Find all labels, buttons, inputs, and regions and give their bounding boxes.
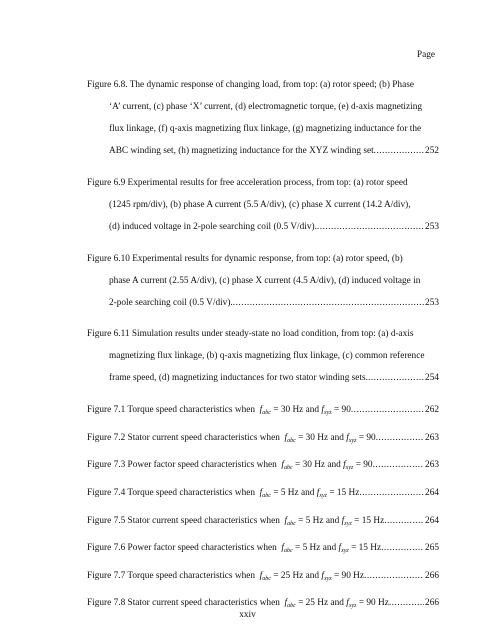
- math-f-symbol: $f_{abc}$: [259, 405, 271, 417]
- toc-page-number: 253: [425, 297, 439, 308]
- toc-page-number: 266: [425, 570, 439, 581]
- math-value: = 30 Hz: [298, 432, 329, 443]
- math-f-symbol: $f_{xyz}$: [341, 515, 352, 527]
- frequency-expression: [260, 571, 304, 581]
- dot-leader: [368, 373, 424, 384]
- dot-leader: [317, 222, 424, 233]
- math-subscript: xyz: [323, 575, 332, 582]
- toc-text: (d) induced voltage in 2-pole searching coil (0.5 V/div).: [109, 221, 317, 232]
- math-value: = 15 Hz: [329, 487, 360, 498]
- dot-leader: [373, 460, 424, 471]
- toc-page-number: 263: [425, 460, 439, 471]
- list-of-figures: [87, 80, 439, 626]
- toc-page-number: 265: [425, 543, 439, 554]
- math-f-symbol: $f_{xyz}$: [343, 460, 354, 472]
- dot-leader: [389, 598, 424, 609]
- frequency-expression: [285, 516, 324, 526]
- toc-entry-figure-7: [87, 488, 439, 516]
- toc-line: Figure 6.9 Experimental results for free acceleration process, from top: (a) rotor speed: [87, 177, 408, 188]
- toc-last-line: [87, 222, 439, 244]
- math-f-symbol: $f_{abc}$: [281, 460, 293, 472]
- math-subscript: xyz: [323, 410, 332, 417]
- toc-page-number: 264: [425, 487, 439, 498]
- dot-leader: [374, 146, 424, 157]
- toc-text: [87, 571, 364, 585]
- math-value: = 15 Hz: [354, 515, 385, 526]
- math-subscript: xyz: [319, 492, 328, 499]
- math-value: = 25 Hz: [273, 570, 304, 581]
- math-value: = 5 Hz: [273, 487, 299, 498]
- toc-entry-figure-7: [87, 571, 439, 599]
- dot-leader: [351, 405, 424, 416]
- math-subscript: abc: [284, 465, 293, 472]
- toc-caption: Figure 7.1 Torque speed characteristics when: [87, 405, 256, 416]
- math-subscript: abc: [262, 575, 271, 582]
- math-value: = 5 Hz: [295, 543, 321, 554]
- toc-last-line: [87, 146, 439, 168]
- toc-line: phase A current (2.55 A/div), (c) phase X current (4.5 A/div), (d) induced voltage in: [109, 275, 421, 286]
- toc-caption: Figure 7.2 Stator current speed characteristics when: [87, 432, 280, 443]
- dot-leader: [233, 298, 424, 309]
- toc-entry-figure-6-8: [87, 80, 439, 168]
- toc-last-line: [87, 298, 439, 320]
- toc-caption: Figure 7.8 Stator current speed characteristics when: [87, 598, 280, 609]
- toc-last-line: [87, 488, 439, 516]
- toc-text: [87, 543, 381, 557]
- toc-last-line: [87, 516, 439, 544]
- frequency-expression: [346, 598, 389, 608]
- frequency-expression: [321, 405, 350, 415]
- conjunction: and: [305, 570, 320, 581]
- toc-text: ABC winding set, (h) magnetizing inductance for the XYZ winding set: [109, 146, 374, 156]
- toc-last-line: [87, 405, 439, 433]
- math-f-symbol: $f_{abc}$: [284, 515, 296, 527]
- dot-leader: [376, 433, 424, 444]
- math-f-symbol: $f_{abc}$: [259, 487, 271, 499]
- toc-entry-figure-7: [87, 460, 439, 488]
- math-subscript: abc: [287, 437, 296, 444]
- math-f-symbol: $f_{xyz}$: [316, 487, 328, 499]
- toc-entry-figure-7: [87, 543, 439, 571]
- math-subscript: xyz: [345, 465, 354, 472]
- math-value: = 90: [358, 432, 376, 443]
- toc-text: 2-pole searching coil (0.5 V/div).: [109, 297, 233, 308]
- math-f-symbol: $f_{xyz}$: [346, 432, 357, 444]
- conjunction: and: [330, 432, 344, 443]
- math-f-symbol: $f_{xyz}$: [338, 543, 349, 555]
- figure-7-entries: [87, 405, 439, 626]
- toc-last-line: [87, 433, 439, 461]
- math-subscript: abc: [284, 548, 293, 555]
- math-value: = 30 Hz: [273, 405, 304, 416]
- page-column-label: Page: [416, 50, 435, 60]
- conjunction: and: [327, 460, 341, 471]
- math-subscript: abc: [262, 410, 271, 417]
- conjunction: and: [322, 543, 337, 554]
- conjunction: and: [330, 598, 344, 609]
- toc-line: Figure 6.10 Experimental results for dynamic response, from top: (a) rotor speed, (b): [87, 253, 403, 264]
- toc-page-number: 263: [425, 432, 439, 443]
- math-f-symbol: $f_{abc}$: [284, 598, 296, 610]
- toc-text: [87, 460, 373, 474]
- toc-line: Figure 6.11 Simulation results under steady-state no load condition, from top: (a) d-axis: [87, 329, 414, 340]
- dot-leader: [384, 516, 424, 527]
- math-subscript: xyz: [348, 437, 357, 444]
- math-value: = 30 Hz: [295, 460, 326, 471]
- frequency-expression: [321, 571, 364, 581]
- toc-page-number: 254: [425, 373, 439, 384]
- conjunction: and: [325, 515, 340, 526]
- math-subscript: xyz: [341, 548, 349, 555]
- frequency-expression: [285, 598, 329, 608]
- frequency-expression: [285, 433, 329, 443]
- frequency-expression: [317, 488, 360, 498]
- frequency-expression: [342, 516, 385, 526]
- dot-leader: [381, 543, 424, 554]
- frequency-expression: [346, 433, 375, 443]
- math-value: = 90: [355, 460, 373, 471]
- toc-page-number: 266: [425, 598, 439, 609]
- toc-entry-figure-6-10: [87, 254, 439, 320]
- conjunction: and: [300, 487, 315, 498]
- toc-caption: Figure 7.6 Power factor speed characteristics when: [87, 543, 277, 554]
- toc-page-number: 253: [425, 221, 439, 232]
- toc-text: [87, 433, 376, 447]
- dot-leader: [359, 488, 424, 499]
- toc-entry-figure-7: [87, 433, 439, 461]
- math-value: = 15 Hz: [351, 543, 382, 554]
- toc-last-line: [87, 460, 439, 488]
- toc-text: [87, 405, 351, 419]
- math-f-symbol: $f_{xyz}$: [321, 570, 332, 582]
- math-value: = 90 Hz: [358, 598, 389, 609]
- toc-page-number: 262: [425, 405, 439, 416]
- frequency-expression: [281, 460, 325, 470]
- math-subscript: abc: [287, 603, 296, 610]
- toc-last-line: [87, 571, 439, 599]
- toc-caption: Figure 7.5 Stator current speed characteristics when: [87, 515, 280, 526]
- toc-line: magnetizing flux linkage, (b) q-axis magnetizing flux linkage, (c) common reference: [109, 351, 425, 362]
- conjunction: and: [305, 405, 320, 416]
- page-number-footer: xxiv: [239, 610, 256, 620]
- toc-line: Figure 6.8. The dynamic response of changing load, from top: (a) rotor speed; (b) Phase: [87, 80, 414, 90]
- math-value: = 90: [333, 405, 351, 416]
- math-value: = 25 Hz: [298, 598, 329, 609]
- math-subscript: xyz: [348, 603, 357, 610]
- toc-entry-figure-6-11: [87, 329, 439, 395]
- math-subscript: abc: [262, 492, 271, 499]
- toc-caption: Figure 7.7 Torque speed characteristics when: [87, 570, 256, 581]
- toc-text: [87, 488, 359, 502]
- frequency-expression: [281, 543, 320, 553]
- toc-line: ‘A’ current, (c) phase ‘X’ current, (d) electromagnetic torque, (e) d-axis magnetizing: [109, 102, 423, 112]
- toc-line: flux linkage, (f) q-axis magnetizing flux linkage, (g) magnetizing inductance for the: [109, 124, 422, 134]
- toc-text: frame speed, (d) magnetizing inductances for two stator winding sets.: [109, 373, 368, 384]
- toc-caption: Figure 7.3 Power factor speed characteristics when: [87, 460, 277, 471]
- math-f-symbol: $f_{xyz}$: [321, 405, 332, 417]
- toc-line: (1245 rpm/div), (b) phase A current (5.5 A/div), (c) phase X current (14.2 A/div),: [109, 199, 411, 210]
- frequency-expression: [260, 405, 304, 415]
- toc-entry-figure-7: [87, 516, 439, 544]
- toc-entry-figure-7: [87, 405, 439, 433]
- frequency-expression: [338, 543, 381, 553]
- math-value: = 5 Hz: [298, 515, 324, 526]
- dot-leader: [364, 571, 424, 582]
- frequency-expression: [343, 460, 372, 470]
- math-f-symbol: $f_{abc}$: [259, 570, 271, 582]
- toc-last-line: [87, 543, 439, 571]
- math-f-symbol: $f_{abc}$: [284, 432, 296, 444]
- math-subscript: abc: [287, 520, 296, 527]
- math-subscript: xyz: [344, 520, 352, 527]
- toc-entry-figure-6-9: [87, 178, 439, 244]
- math-f-symbol: $f_{abc}$: [281, 543, 293, 555]
- math-value: = 90 Hz: [333, 570, 365, 581]
- toc-caption: Figure 7.4 Torque speed characteristics when: [87, 487, 256, 498]
- toc-page-number: 264: [425, 515, 439, 526]
- toc-page-number: 252: [425, 146, 439, 156]
- toc-last-line: [87, 373, 439, 395]
- frequency-expression: [260, 488, 299, 498]
- toc-text: [87, 516, 384, 530]
- math-f-symbol: $f_{xyz}$: [346, 598, 357, 610]
